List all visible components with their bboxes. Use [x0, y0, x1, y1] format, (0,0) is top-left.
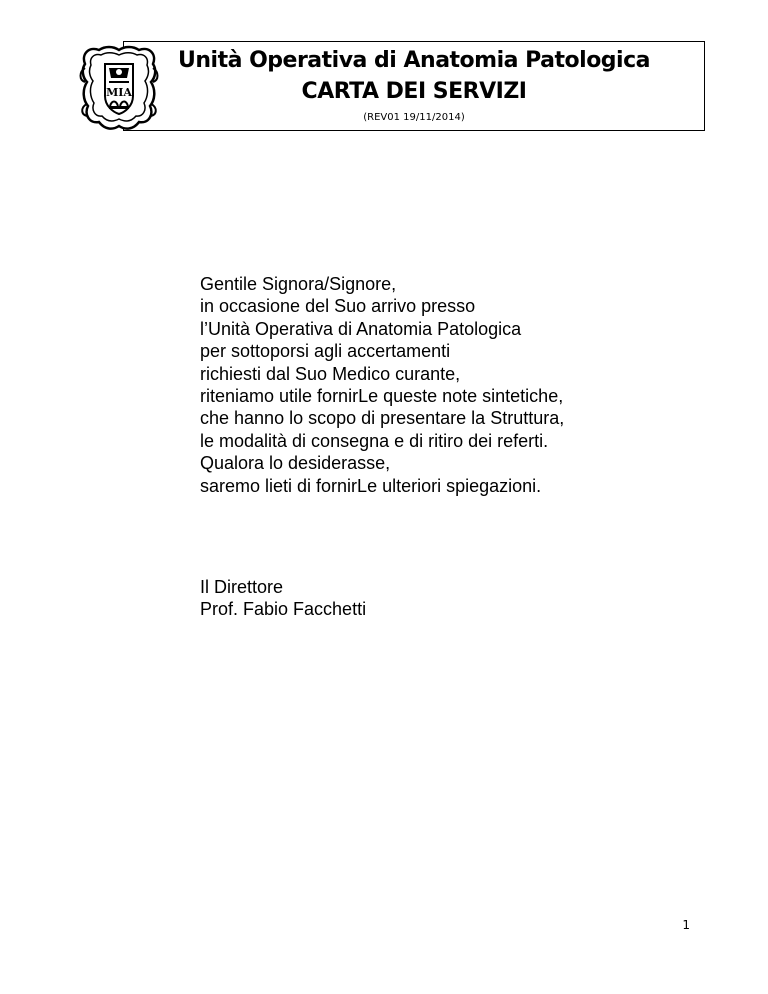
letter-line: Qualora lo desiderasse, [200, 453, 391, 474]
signature-role: Il Direttore [200, 577, 284, 597]
letter-line: riteniamo utile fornirLe queste note sintetiche, [200, 386, 564, 407]
letter-line: l’Unità Operativa di Anatomia Patologica [200, 318, 522, 339]
letter-line: richiesti dal Suo Medico curante, [200, 363, 461, 384]
letter-body [200, 273, 564, 497]
signature-name: Prof. Fabio Facchetti [200, 599, 367, 620]
letter-line: in occasione del Suo arrivo presso [200, 296, 476, 317]
letter-line: che hanno lo scopo di presentare la Struttura, [200, 408, 565, 429]
letter-line: per sottoporsi agli accertamenti [200, 341, 451, 362]
logo-text: MIA [106, 86, 132, 99]
letter-line: le modalità di consegna e di ritiro dei referti. [200, 430, 549, 451]
page-number: 1 [682, 918, 690, 932]
signature-block [200, 576, 366, 621]
header-title: Unità Operativa di Anatomia Patologica [178, 48, 650, 73]
letter-line: saremo lieti di fornirLe ulteriori spiegazioni. [200, 475, 542, 496]
letter-line: Gentile Signora/Signore, [200, 274, 397, 294]
document-title: CARTA DEI SERVIZI [301, 79, 527, 104]
revision-label: (REV01 19/11/2014) [363, 112, 465, 123]
